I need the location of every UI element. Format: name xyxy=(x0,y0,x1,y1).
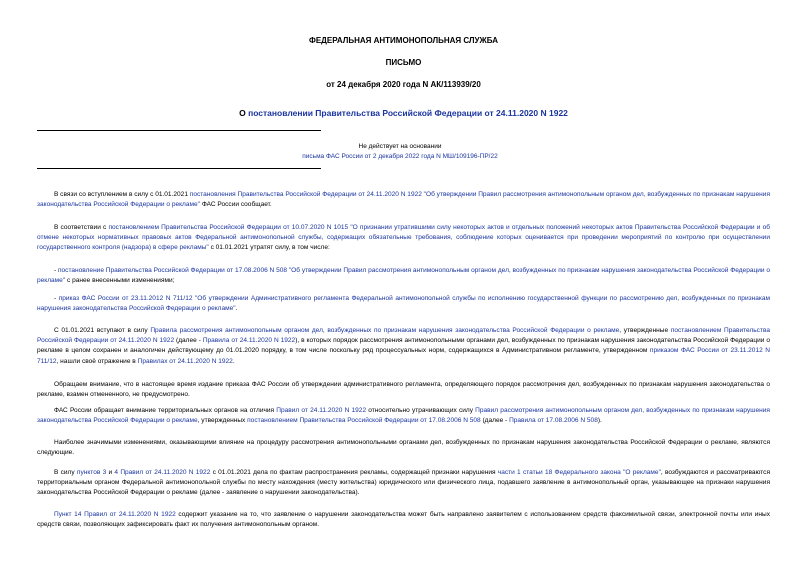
text: , возбуждаются и рассматриваются территориальным органом Федеральной антимонопольной службы по месту нахождения (месту жительства) юридического или физического лица, подавшего заявление в антимонопольный орган, указывающее на признаки нарушения законодательства Российской Федерации о рекламе (далее - заявление о нарушении законодательства). xyxy=(37,469,771,497)
text: (далее - xyxy=(174,337,203,345)
divider-top xyxy=(37,130,321,131)
text: В силу xyxy=(54,469,77,476)
link-item-3[interactable]: пунктов 3 xyxy=(76,469,107,476)
text: с ранее внесенными изменениями; xyxy=(65,277,175,285)
text: ), в которых порядок рассмотрения антимонопольными органами дел, возбужденных по признакам нарушения законодательства Российской Федерации о рекламе в целом сохранен и аналогичен действующему до 01.01.2020 порядку, в том числе поскольку ряд процессуальных норм, содержащихся в Административном регламенте, утвержденном xyxy=(37,337,770,355)
link-rules-1922[interactable]: Правил от 24.11.2020 N 1922 xyxy=(276,407,367,414)
paragraph-8 xyxy=(37,438,770,458)
text: ). xyxy=(597,417,602,425)
text: (далее - xyxy=(480,417,510,425)
link-resolution-508[interactable]: постановлением Правительства Российской Федерации от 17.08.2006 N 508 xyxy=(247,417,481,425)
link-rules-1922[interactable]: Правила от 24.11.2020 N 1922 xyxy=(202,337,296,345)
paragraph-4 xyxy=(37,294,770,314)
text: С 01.01.2021 вступают в силу xyxy=(54,327,151,334)
date-number-heading: от 24 декабря 2020 года N АК/113939/20 xyxy=(326,80,481,89)
text: - xyxy=(54,295,59,302)
text: . xyxy=(232,357,235,365)
link-advertising-law[interactable]: Федерального закона "О рекламе" xyxy=(554,469,661,476)
status-note-link[interactable]: письма ФАС России от 2 декабря 2022 года N МШ/109196-ПР/22 xyxy=(302,153,498,160)
text: . xyxy=(235,305,238,313)
text: и xyxy=(106,469,115,476)
link-resolution-1922[interactable]: постановления Правительства Российской Федерации от 24.11.2020 N 1922 "Об утверждении Правил рассмотрения антимонопольным органом дел, возбужденных по признакам нарушения законодательства Российской Федерации о рекламе" xyxy=(37,191,770,209)
text: - xyxy=(54,267,58,274)
link-order-711-12[interactable]: приказом ФАС России от 23.11.2012 N 711/12 xyxy=(37,347,771,365)
link-item-4[interactable]: 4 xyxy=(114,469,119,476)
paragraph-2 xyxy=(37,223,770,254)
text: содержит указание на то, что заявление о нарушении законодательства может быть направлено заявителем с использованием средств факсимильной связи, электронной почты или иных средств связи, позволяющих зафиксировать факт их получения антимонопольным органом. xyxy=(37,511,770,529)
text: , утвержденные xyxy=(619,327,671,334)
text: В соответствии с xyxy=(54,224,109,231)
link-resolution-1015[interactable]: постановлением Правительства Российской Федерации от 10.07.2020 N 1015 "О признании утратившими силу некоторых актов и отдельных положений некоторых актов Правительства Российской Федерации и об отмене некоторых нормативных правовых актов Федеральной антимонопольной службы, содержащих обязательные требования, соблюдение которых оценивается при проведении мероприятий по контролю при осуществлении государственного контроля (надзора) в сфере рекламы" xyxy=(37,224,770,252)
paragraph-6 xyxy=(37,380,770,400)
link-rules[interactable]: Правила рассмотрения антимонопольным органом дел, возбужденных по признакам нарушения законодательства Российской Федерации о рекламе xyxy=(150,327,620,334)
link-resolution-1922[interactable]: постановлением Правительства Российской Федерации от 24.11.2020 N 1922 xyxy=(37,327,771,345)
paragraph-3 xyxy=(37,266,770,286)
link-rules[interactable]: Правил рассмотрения антимонопольным органом дел, возбужденных по признакам нарушения законодательства Российской Федерации о рекламе xyxy=(37,407,770,425)
paragraph-5 xyxy=(37,326,770,367)
text: ФАС России обращает внимание территориальных органов на отличия xyxy=(54,407,277,414)
link-order-711-12[interactable]: приказ ФАС России от 23.11.2012 N 711/12 "Об утверждении Административного регламента Федеральной антимонопольной службы по исполнению государственной функции по рассмотрению дел, возбужденных по признакам нарушения законодательства Российской Федерации о рекламе" xyxy=(37,295,771,313)
text: В связи со вступлением в силу с 01.01.2021 xyxy=(54,191,190,198)
divider-bottom xyxy=(37,168,321,169)
text: с 01.01.2021 дела по фактам распространения рекламы, содержащей признаки нарушения xyxy=(210,469,498,476)
paragraph-9 xyxy=(37,468,770,499)
link-rules-508[interactable]: Правила от 17.08.2006 N 508 xyxy=(509,417,598,425)
paragraph-10 xyxy=(37,510,770,530)
link-rules-1922[interactable]: Правил от 24.11.2020 N 1922 xyxy=(84,511,176,518)
link-rules-1922[interactable]: Правил от 24.11.2020 N 1922 xyxy=(120,469,211,476)
text: с 01.01.2021 утратят силу, в том числе: xyxy=(208,244,330,252)
paragraph-7 xyxy=(37,406,770,426)
subject-prefix: О xyxy=(239,108,249,118)
link-resolution-508[interactable]: постановление Правительства Российской Федерации от 17.08.2006 N 508 "Об утверждении Правил рассмотрения антимонопольным органом дел, возбужденных по признакам нарушения законодательства Российской Федерации о рекламе" xyxy=(37,267,770,285)
text: , утвержденных xyxy=(197,417,248,425)
document-subject xyxy=(0,108,807,119)
link-part-1-article-18[interactable]: части 1 статьи 18 xyxy=(497,469,553,476)
document-type-heading: ПИСЬМО xyxy=(385,58,422,67)
text: , нашли своё отражение в xyxy=(56,357,138,365)
text: Обращаем внимание, что в настоящее время издание приказа ФАС России об утверждении административного регламента, определяющего порядок рассмотрения дел, возбужденных по признакам нарушения законодательства о рекламе, взамен отмененного, не предусмотрено. xyxy=(37,381,770,399)
link-rules-1922[interactable]: Правилах от 24.11.2020 N 1922 xyxy=(137,357,233,365)
paragraph-1 xyxy=(37,190,770,210)
agency-heading: ФЕДЕРАЛЬНАЯ АНТИМОНОПОЛЬНАЯ СЛУЖБА xyxy=(309,36,498,45)
link-item-14[interactable]: Пункт 14 xyxy=(54,511,82,518)
text: ФАС России сообщает. xyxy=(200,201,272,209)
text: Наиболее значимыми изменениями, оказывающими влияние на процедуру рассмотрения антимонопольными органами дел, возбужденных по признакам нарушения законодательства Российской Федерации о рекламе, являются следующие. xyxy=(37,439,770,457)
subject-link[interactable]: постановлении Правительства Российской Федерации от 24.11.2020 N 1922 xyxy=(248,108,568,118)
status-note-line1: Не действует на основании xyxy=(358,143,442,150)
text: относительно утрачивающих силу xyxy=(366,407,476,414)
